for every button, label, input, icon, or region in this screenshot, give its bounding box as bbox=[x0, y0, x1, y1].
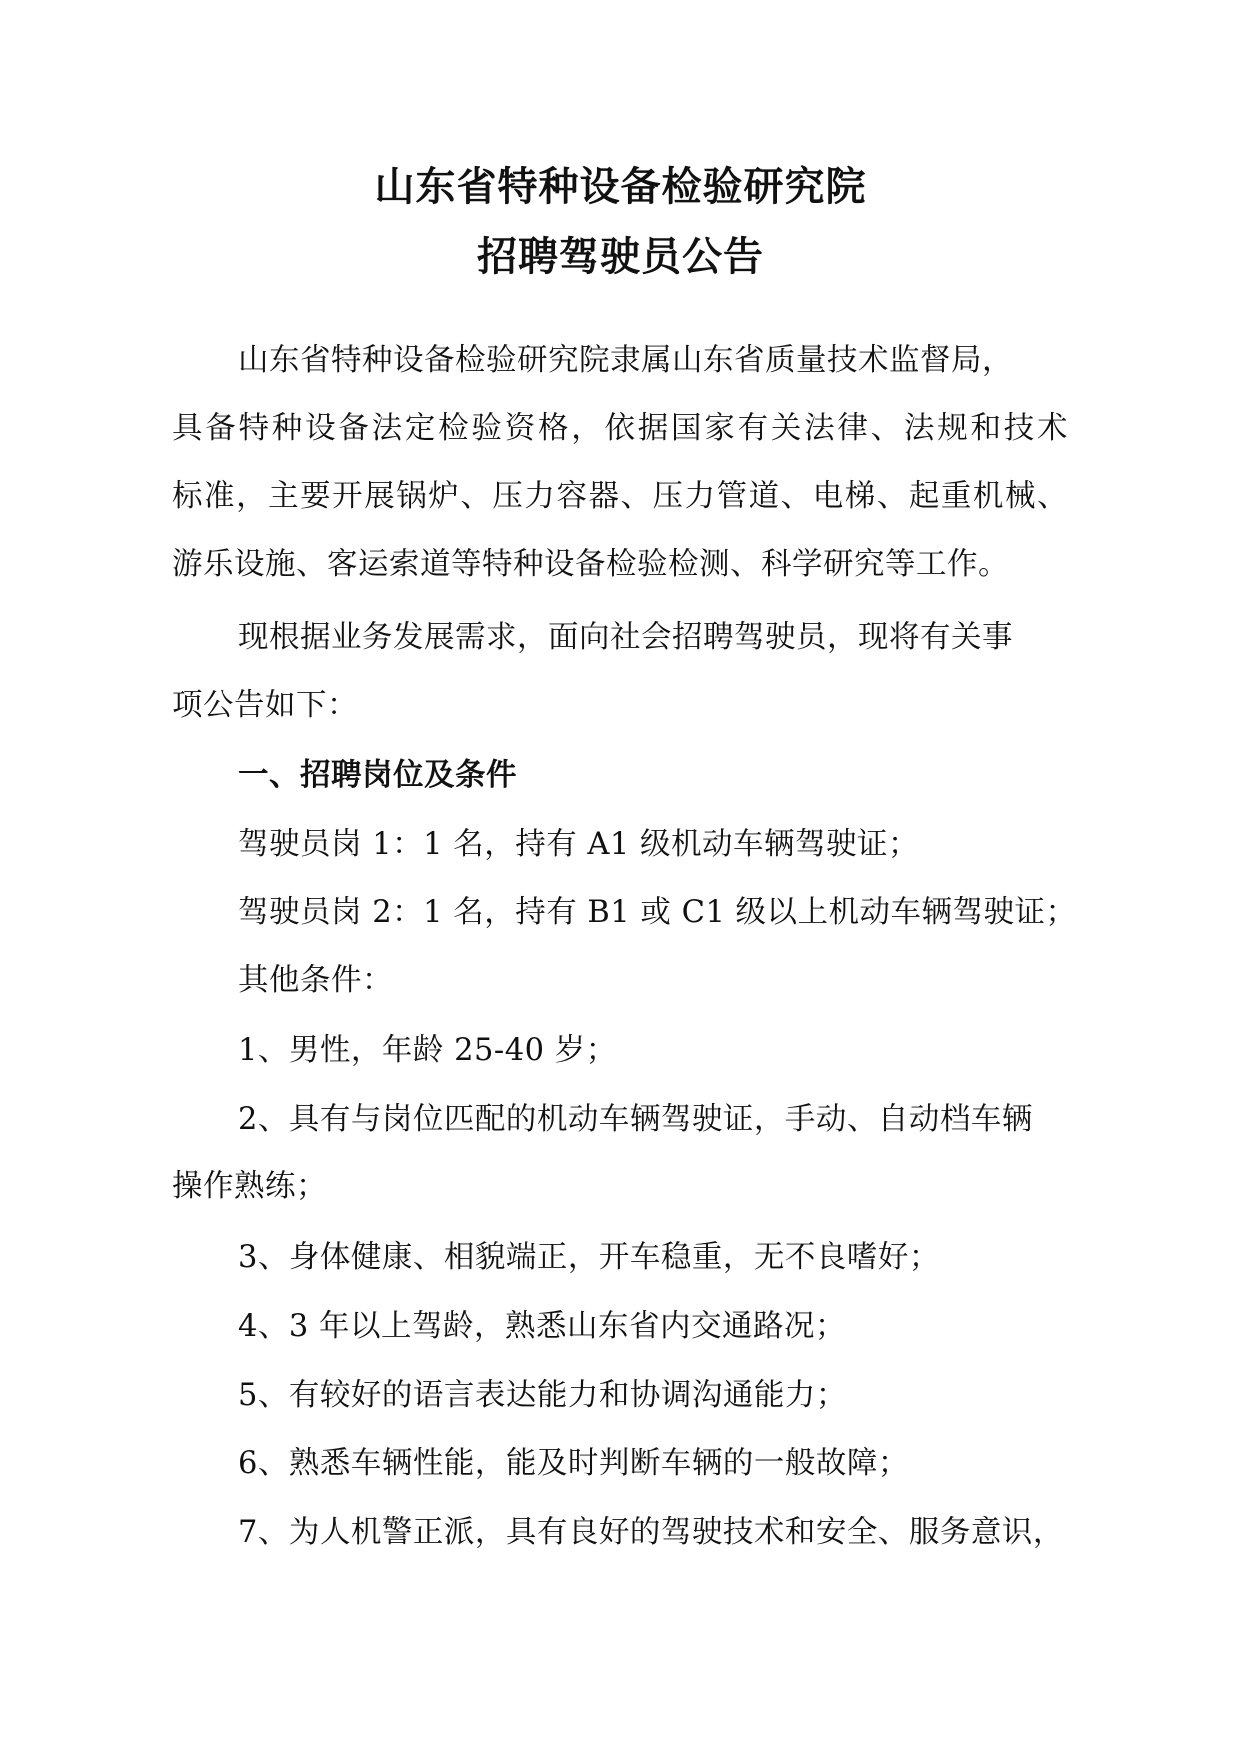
document-title-line1: 山东省特种设备检验研究院 bbox=[374, 164, 867, 210]
purpose-line-2: 项公告如下： bbox=[172, 688, 358, 723]
purpose-line-1: 现根据业务发展需求，面向社会招聘驾驶员，现将有关事 bbox=[238, 620, 1013, 655]
section1-heading: 一、招聘岗位及条件 bbox=[238, 758, 517, 793]
position-1: 驾驶员岗 1：1 名，持有 A1 级机动车辆驾驶证； bbox=[238, 827, 920, 862]
condition-5: 5、有较好的语言表达能力和协调沟通能力； bbox=[238, 1378, 847, 1413]
condition-2-cont: 操作熟练； bbox=[172, 1169, 327, 1204]
document-title-line2: 招聘驾驶员公告 bbox=[477, 234, 764, 280]
condition-1: 1、男性，年龄 25-40 岁； bbox=[238, 1033, 617, 1068]
intro-line-4: 游乐设施、客运索道等特种设备检验检测、科学研究等工作。 bbox=[172, 547, 1009, 582]
condition-6: 6、熟悉车辆性能，能及时判断车辆的一般故障； bbox=[238, 1446, 909, 1481]
intro-line-3: 标准，主要开展锅炉、压力容器、压力管道、电梯、起重机械、 bbox=[172, 479, 1068, 514]
condition-4: 4、3 年以上驾龄，熟悉山东省内交通路况； bbox=[238, 1309, 847, 1344]
position-2: 驾驶员岗 2：1 名，持有 B1 或 C1 级以上机动车辆驾驶证； bbox=[238, 895, 1077, 930]
condition-3: 3、身体健康、相貌端正，开车稳重，无不良嗜好； bbox=[238, 1240, 940, 1275]
intro-line-1: 山东省特种设备检验研究院隶属山东省质量技术监督局， bbox=[238, 343, 1013, 378]
intro-line-2: 具备特种设备法定检验资格，依据国家有关法律、法规和技术 bbox=[172, 411, 1068, 446]
other-conditions-label: 其他条件： bbox=[238, 963, 393, 998]
condition-2: 2、具有与岗位匹配的机动车辆驾驶证，手动、自动档车辆 bbox=[238, 1102, 1033, 1137]
condition-7: 7、为人机警正派，具有良好的驾驶技术和安全、服务意识， bbox=[238, 1515, 1064, 1550]
